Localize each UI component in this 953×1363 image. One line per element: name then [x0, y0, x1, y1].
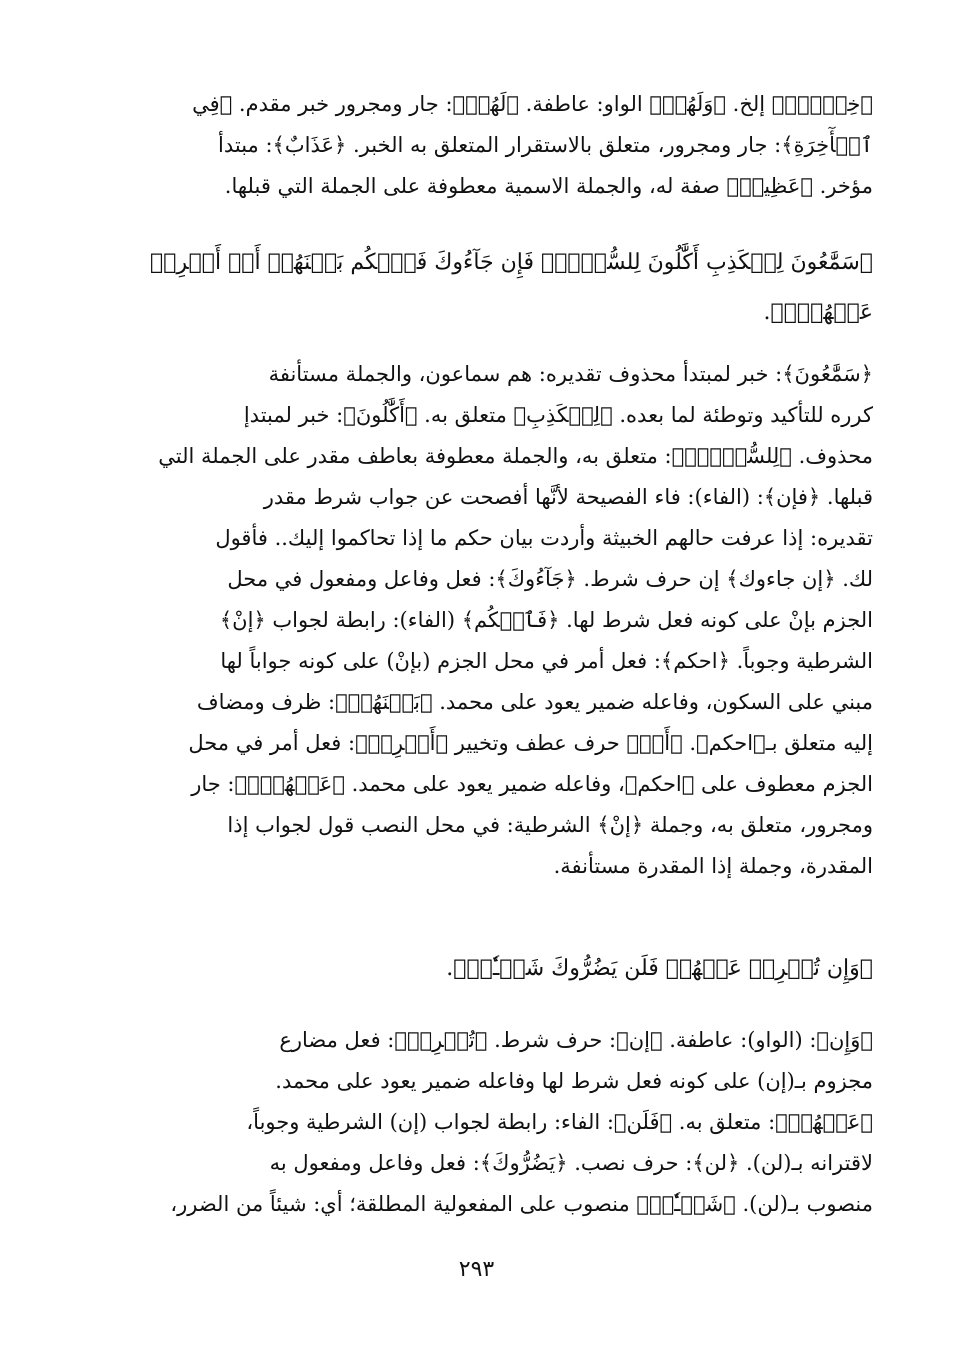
text-line: كرره للتأكيد وتوطئة لما بعده. ﴿لِلۡكَذِبِ﴾ متعلق به. ﴿أَكَّٰلُونَ﴾: خبر لمبتدإ — [243, 403, 873, 427]
text-line: قبلها. ﴿فإن﴾: (الفاء): فاء الفصيحة لأنَّها أفصحت عن جواب شرط مقدر — [263, 485, 873, 509]
text-line: الشرطية وجوباً. ﴿احكم﴾: فعل أمر في محل الجزم (بإنْ) على كونه جواباً لها — [220, 649, 873, 673]
text-line: مبني على السكون، وفاعله ضمير يعود على محمد. ﴿بَيۡنَهُمۡ﴾: ظرف ومضاف — [196, 690, 873, 714]
text-line: ﴿خِزۡيٞۖ﴾ إلخ. ﴿وَلَهُمۡ﴾ الواو: عاطفة. ﴿لَهُمۡ﴾: جار ومجرور خبر مقدم. ﴿فِي — [192, 92, 873, 116]
verse-line: ﴿سَمَّٰعُونَ لِلۡكَذِبِ أَكَّٰلُونَ لِلسُّحۡتِۚ فَإِن جَآءُوكَ فَٱحۡكُم بَيۡنَهُمۡ أَوۡ أَعۡرِضۡ — [150, 250, 873, 275]
paragraph-3-irab — [78, 1020, 873, 1225]
text-line: إليه متعلق بـ﴿احكم﴾. ﴿أَوۡ﴾ حرف عطف وتخيير ﴿أَعۡرِضۡ﴾: فعل أمر في محل — [188, 731, 873, 755]
verse-line: ﴿وَإِن تُعۡرِضۡ عَنۡهُمۡ فَلَن يَضُرُّوكَ شَيۡـٔٗاۖ﴾. — [446, 956, 873, 981]
text-line: ﴿عَنۡهُمۡ﴾: متعلق به. ﴿فَلَن﴾: الفاء: رابطة لجواب (إن) الشرطية وجوباً، — [246, 1110, 873, 1134]
text-line: ﴿وَإِن﴾: (الواو): عاطفة. ﴿إن﴾: حرف شرط. ﴿تُعۡرِضۡ﴾: فعل مضارع — [279, 1028, 873, 1052]
text-line: تقديره: إذا عرفت حالهم الخبيثة وأردت بيان حكم ما إذا تحاكموا إليك.. فأقول — [215, 526, 873, 550]
text-line: مجزوم بـ(إن) على كونه فعل شرط لها وفاعله ضمير يعود على محمد. — [275, 1069, 873, 1093]
quran-verse-1 — [78, 238, 873, 338]
text-line: ومجرور، متعلق به، وجملة ﴿إنْ﴾ الشرطية: في محل النصب قول لجواب إذا — [227, 813, 873, 837]
paragraph-1-tafsir — [78, 84, 873, 207]
page-number: ٢٩٣ — [458, 1257, 495, 1282]
paragraph-2-irab — [78, 354, 873, 887]
text-line: الجزم بإنْ على كونه فعل شرط لها. ﴿فَٱحۡكُم﴾ (الفاء): رابطة لجواب ﴿إنْ﴾ — [219, 608, 873, 632]
text-line: لاقترانه بـ(لن). ﴿لن﴾: حرف نصب. ﴿يَضُرُّوكَ﴾: فعل وفاعل ومفعول به — [269, 1151, 873, 1175]
text-line: المقدرة، وجملة إذا المقدرة مستأنفة. — [553, 854, 873, 878]
verse-line: عَنۡهُمۡۖ﴾. — [763, 300, 873, 325]
text-line: ٱلۡأٓخِرَةِ﴾: جار ومجرور، متعلق بالاستقرار المتعلق به الخبر. ﴿عَذَابٌ﴾: مبتدأ — [218, 133, 873, 157]
quran-verse-2 — [78, 944, 873, 994]
text-line: محذوف. ﴿لِلسُّحۡتِۚ﴾: متعلق به، والجملة معطوفة بعاطف مقدر على الجملة التي — [158, 444, 873, 468]
text-line: الجزم معطوف على ﴿احكم﴾، وفاعله ضمير يعود على محمد. ﴿عَنۡهُمۡۖ﴾: جار — [191, 772, 873, 796]
text-line: منصوب بـ(لن). ﴿شَيۡـٔٗاۖ﴾ منصوب على المفعولية المطلقة؛ أي: شيئاً من الضرر، — [170, 1192, 873, 1216]
text-line: لك. ﴿إن جاءوك﴾ إن حرف شرط. ﴿جَآءُوكَ﴾: فعل وفاعل ومفعول في محل — [227, 567, 873, 591]
text-line: مؤخر. ﴿عَظِيمٞ﴾ صفة له، والجملة الاسمية معطوفة على الجملة التي قبلها. — [224, 174, 873, 198]
text-line: ﴿سَمَّٰعُونَ﴾: خبر لمبتدأ محذوف تقديره: هم سماعون، والجملة مستأنفة — [268, 362, 873, 386]
